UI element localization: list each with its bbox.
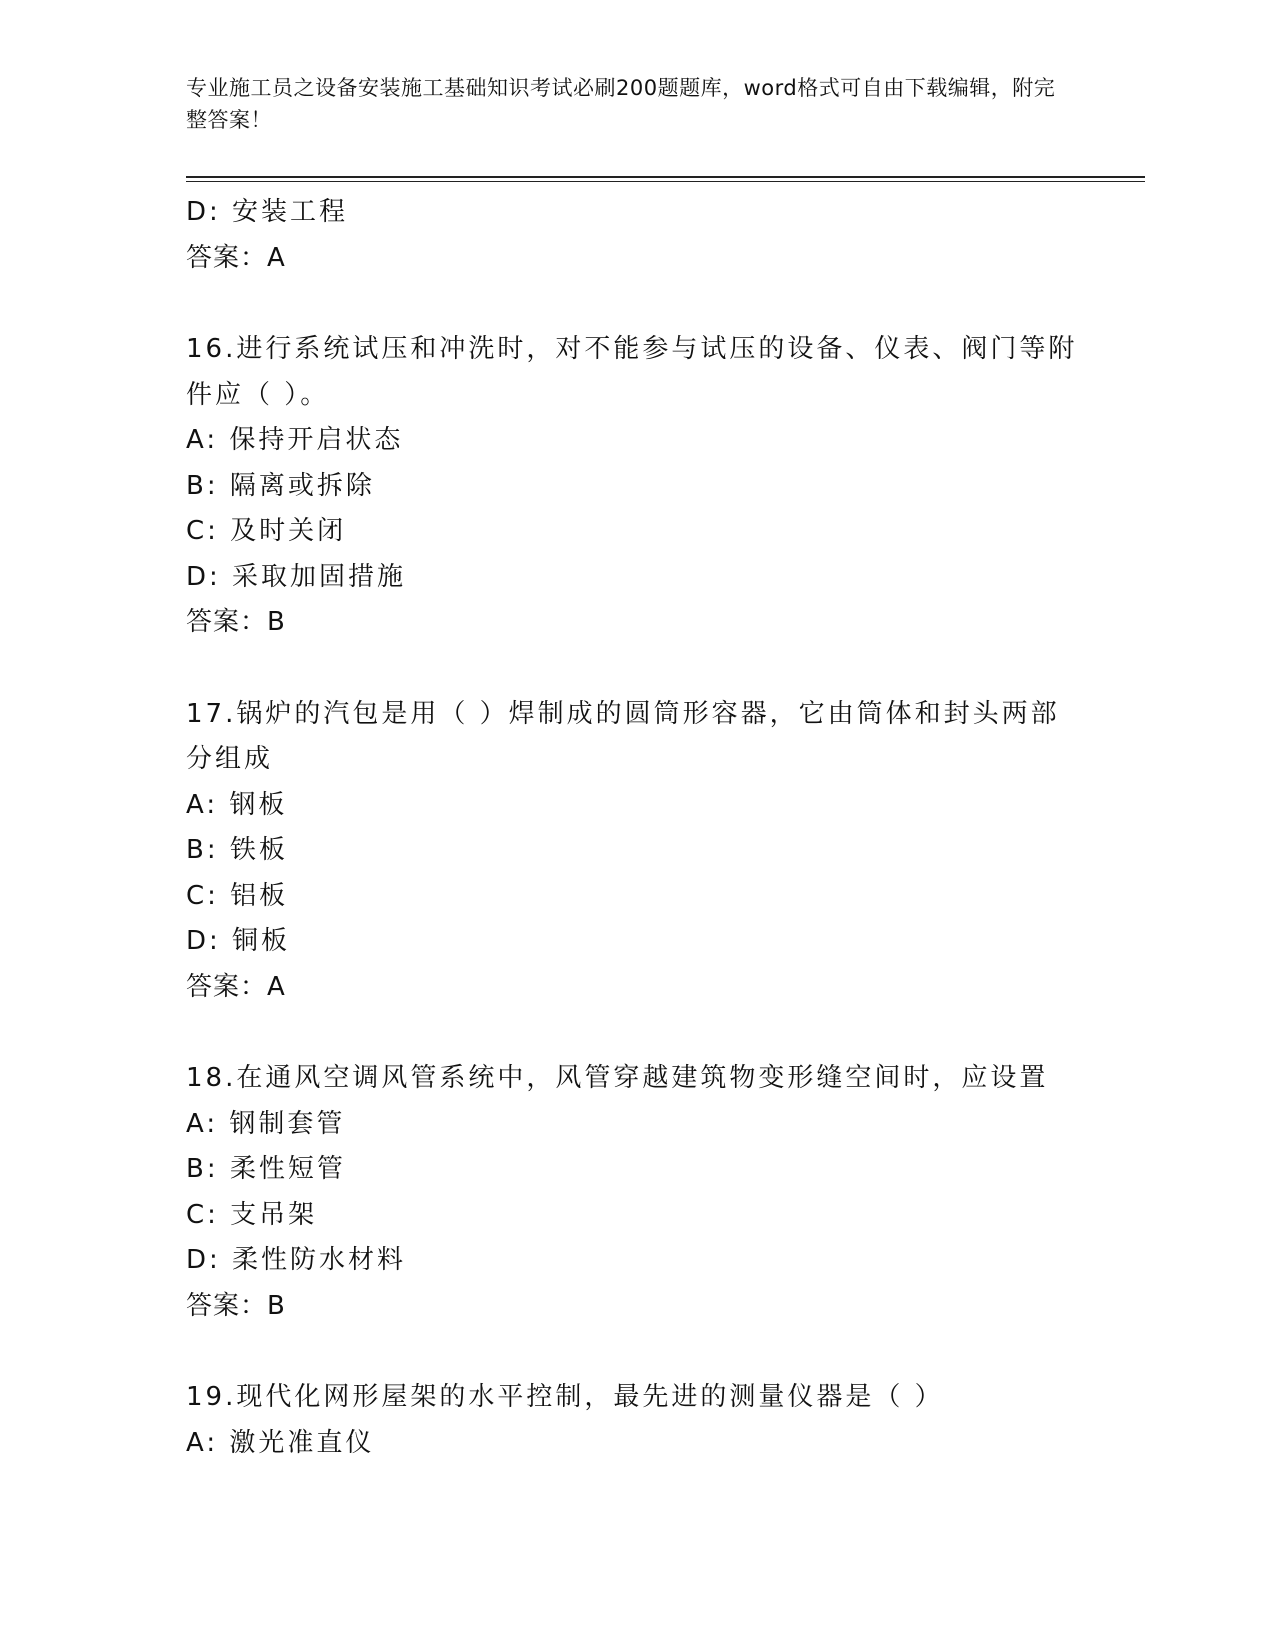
document-header: 专业施工员之设备安装施工基础知识考试必刷200题题库，word格式可自由下载编辑，附完整答案！ — [186, 76, 1056, 132]
option-a: A: 保持开启状态 — [186, 425, 404, 455]
option-b: B: 隔离或拆除 — [186, 470, 375, 501]
option-d: D: 柔性防水材料 — [186, 1245, 407, 1275]
option-a: A: 钢制套管 — [186, 1108, 346, 1139]
header-divider — [186, 176, 1145, 178]
option-a: A: 激光准直仪 — [186, 1427, 375, 1458]
option-d: D: 铜板 — [186, 926, 291, 956]
question-stem: 18.在通风空调风管系统中，风管穿越建筑物变形缝空间时，应设置 — [186, 1063, 1049, 1093]
option-a: A: 钢板 — [186, 789, 288, 820]
answer-line: 答案：B — [186, 607, 286, 637]
question-stem: 19.现代化网形屋架的水平控制，最先进的测量仪器是（ ） — [186, 1382, 944, 1412]
question-17 — [186, 692, 1086, 1011]
answer-line: 答案：B — [186, 1290, 286, 1321]
question-stem: 17.锅炉的汽包是用（ ）焊制成的圆筒形容器，它由筒体和封头两部 — [186, 698, 1060, 729]
option-d: D: 采取加固措施 — [186, 561, 407, 592]
answer-line: 答案：A — [186, 242, 286, 273]
option-c: C: 及时关闭 — [186, 516, 347, 546]
question-stem: 16.进行系统试压和冲洗时，对不能参与试压的设备、仪表、阀门等附 — [186, 334, 1078, 364]
option-c: C: 铝板 — [186, 880, 289, 911]
option-d: D: 安装工程 — [186, 197, 349, 227]
question-18 — [186, 1056, 1086, 1329]
answer-line: 答案：A — [186, 971, 286, 1002]
question-stem-cont: 件应（ ）。 — [186, 379, 330, 410]
option-b: B: 铁板 — [186, 835, 288, 865]
question-19 — [186, 1375, 1086, 1466]
header-divider-thin — [186, 181, 1145, 182]
question-16 — [186, 327, 1086, 646]
question-content — [186, 190, 1086, 1466]
option-b: B: 柔性短管 — [186, 1154, 346, 1184]
option-c: C: 支吊架 — [186, 1199, 318, 1230]
question-stem-cont: 分组成 — [186, 744, 274, 774]
